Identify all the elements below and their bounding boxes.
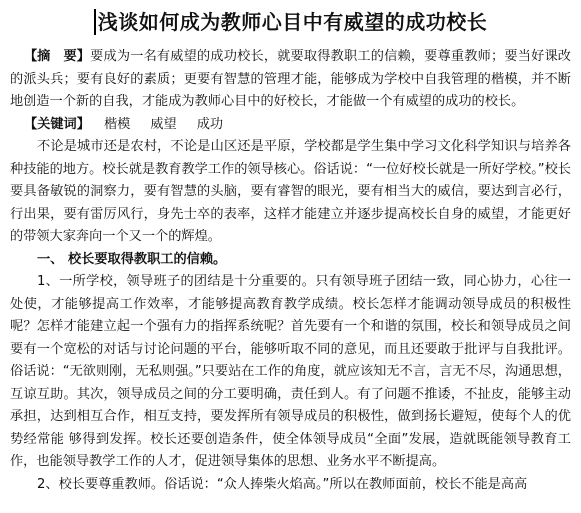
- section-one-paragraph: 1、一所学校，领导班子的团结是十分重要的。只有领导班子团结一致，同心协力，心往一处使，才能够提高工作效率，才能够提高教育教学成绩。校长怎样才能调动领导成员的积极性呢？怎样才能建立起一个强有力的指挥系统呢？首先要有一个和谐的氛围，校长和领导成员之间要有一个宽松的对话与讨论问题的平台，能够听取不同的意见，而且还要敢于批评与自我批评。俗话说：“无欲则刚，无私则强。”只要站在工作的角度，就应该知无不言，言无不尽，沟通思想，互谅互助。其次，领导成员之间的分工要明确，责任到人。有了问题不推诿，不扯皮，能够主动承担，达到相互合作，相互支持，要发挥所有领导成员的积极性，做到扬长避短，使每个人的优势经常能 够得到发挥。校长还要创造条件，使全体领导成员“全面”发展，造就既能领导教育工作，也能领导教学工作的人才，促进领导集体的思想、业务水平不断提高。: [10, 274, 571, 469]
- text-cursor-bar: [94, 9, 96, 35]
- abstract-paragraph: [10, 46, 571, 114]
- keywords-line: [10, 114, 571, 137]
- document-title: [94, 8, 488, 36]
- intro-paragraph: 不论是城市还是农村，不论是山区还是平原，学校都是学生集中学习文化科学知识与培养各种技能的地方。校长就是教育教学工作的领导核心。俗话说：“一位好校长就是一所好学校。”校长要具备敏锐的洞察力，要有智慧的头脑，要有睿智的眼光，要有相当大的威信，要达到言必行，行出果，要有雷厉风行，身先士卒的表率，这样才能建立并逐步提高校长自身的威望，才能更好的带领大家奔向一个又一个的辉煌。: [10, 139, 571, 244]
- title-row: [10, 8, 571, 36]
- keyword-item: 威望: [150, 116, 177, 132]
- keywords-label: 【关键词】: [24, 116, 90, 132]
- keyword-item: 楷模: [103, 116, 131, 132]
- keyword-item: 成功: [196, 116, 224, 132]
- section-one-heading: 一、 校长要取得教职工的信赖。: [37, 251, 227, 267]
- section-two-paragraph: 2、校长要尊重教师。俗话说：“众人捧柴火焰高。”所以在教师面前，校长不能是高高: [37, 476, 528, 492]
- document-title-text: 浅谈如何成为教师心目中有威望的成功校长: [97, 10, 488, 34]
- abstract-label: 【摘 要】: [24, 49, 90, 64]
- abstract-text: 要成为一名有威望的成功校长，就要取得教职工的信赖，要尊重教师；要当好课改的派头兵；要有良好的素质；更要有智慧的管理才能，能够成为学校中自我管理的楷模，并不断地创造一个新的自我，才能成为教师心目中的好校长，才能做一个有威望的成功的校长。: [10, 49, 571, 109]
